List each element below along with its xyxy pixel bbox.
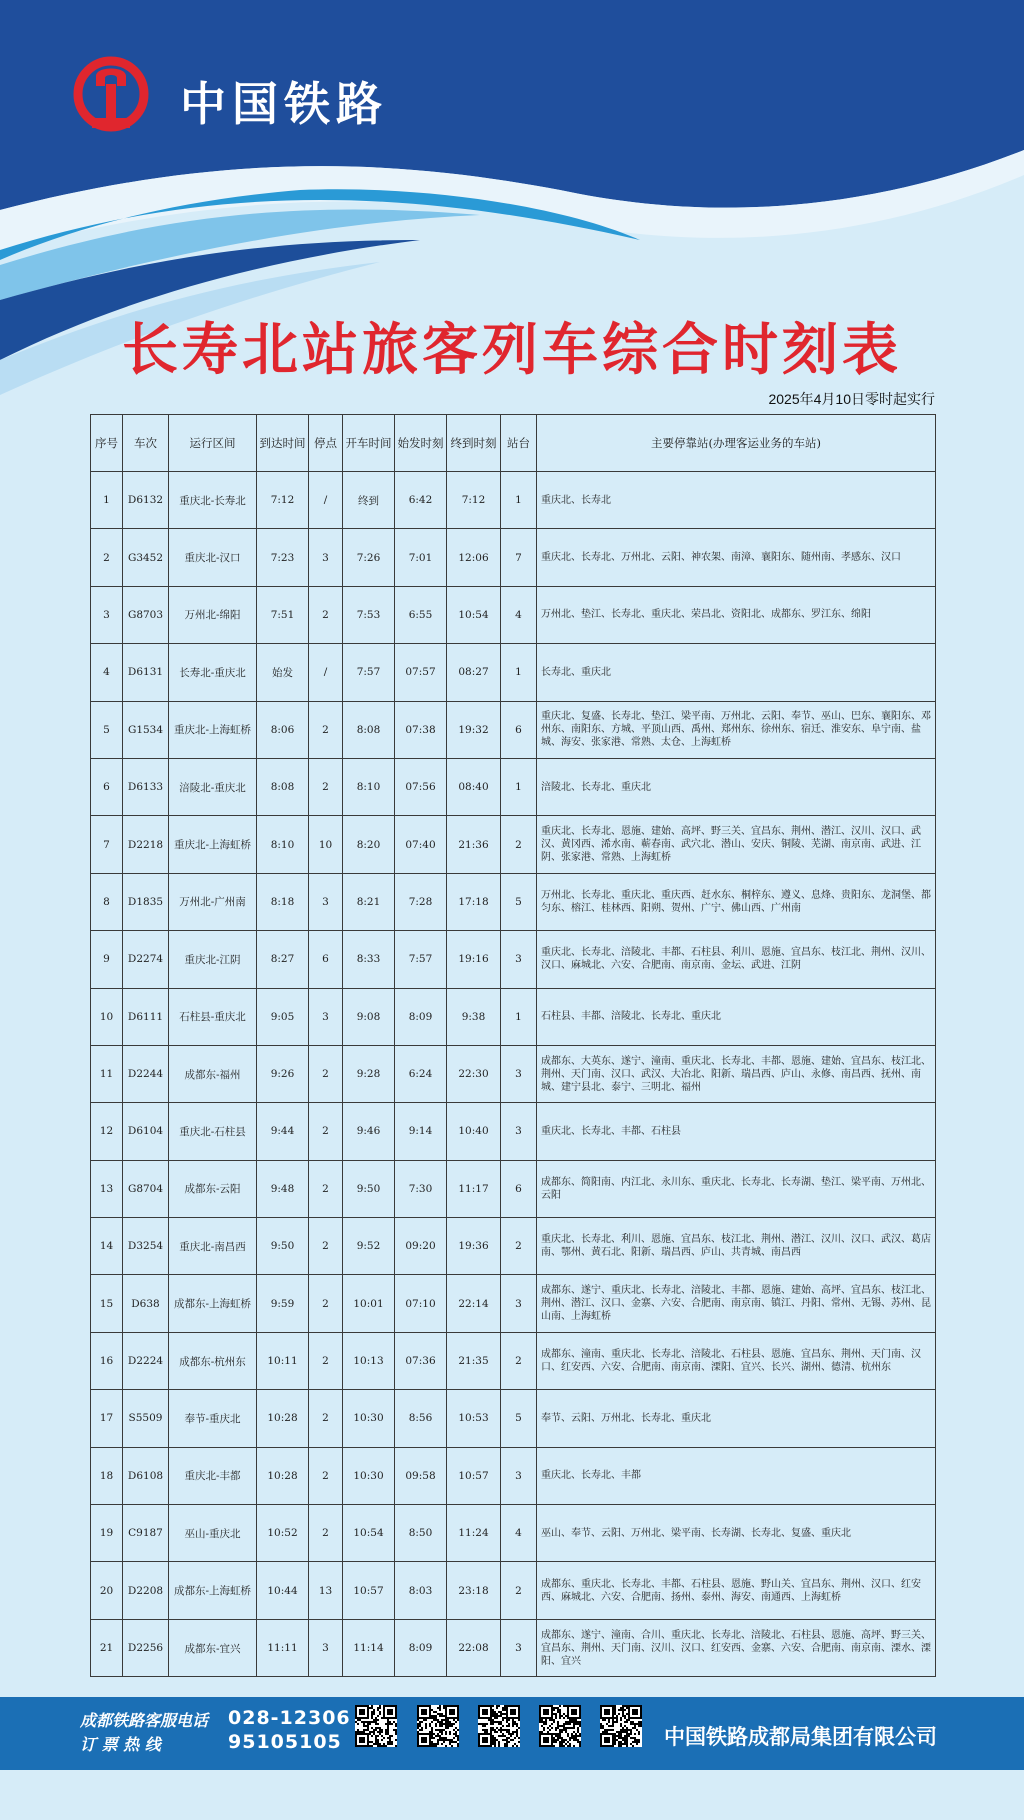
stops-cell: 重庆北、长寿北、丰都 [537,1447,936,1504]
arrival-time-cell: 11:11 [257,1619,309,1676]
arrival-time-cell: 7:23 [257,529,309,586]
train-number-cell: D2224 [123,1332,169,1389]
stop-duration-cell: 2 [309,1218,343,1275]
stops-cell: 万州北、长寿北、重庆北、重庆西、赶水东、桐梓东、遵义、息烽、贵阳东、龙洞堡、都匀东、榕江、桂林西、阳朔、贺州、广宁、佛山西、广州南 [537,873,936,930]
train-number-cell: G8704 [123,1160,169,1217]
departure-time-cell: 8:33 [343,931,395,988]
stops-cell: 重庆北、长寿北、涪陵北、丰都、石柱县、利川、恩施、宜昌东、枝江北、荆州、汉川、汉口、麻城北、六安、合肥南、南京南、金坛、武进、江阴 [537,931,936,988]
row-index-cell: 13 [91,1160,123,1217]
platform-cell: 2 [501,816,537,873]
train-number-cell: D1835 [123,873,169,930]
row-index-cell: 20 [91,1562,123,1619]
stop-duration-cell: 13 [309,1562,343,1619]
route-cell: 成都东-上海虹桥 [169,1562,257,1619]
row-index-cell: 16 [91,1332,123,1389]
row-index-cell: 6 [91,758,123,815]
table-row [91,1332,936,1389]
terminal-time-cell: 21:36 [447,816,501,873]
route-cell: 万州北-广州南 [169,873,257,930]
platform-cell: 4 [501,586,537,643]
platform-cell: 6 [501,1160,537,1217]
arrival-time-cell: 9:48 [257,1160,309,1217]
train-number-cell: D2208 [123,1562,169,1619]
terminal-time-cell: 7:12 [447,472,501,529]
origin-time-cell: 7:57 [395,931,447,988]
platform-cell: 2 [501,1562,537,1619]
terminal-time-cell: 12:06 [447,529,501,586]
qr-code-icon [417,1705,459,1747]
terminal-time-cell: 19:32 [447,701,501,758]
route-cell: 重庆北-汉口 [169,529,257,586]
stops-cell: 成都东、遂宁、潼南、合川、重庆北、长寿北、涪陵北、石柱县、恩施、高坪、野三关、宜昌东、荆州、天门南、汉川、汉口、红安西、金寨、六安、合肥南、南京南、溧水、溧阳、宜兴 [537,1619,936,1676]
origin-time-cell: 6:55 [395,586,447,643]
route-cell: 成都东-杭州东 [169,1332,257,1389]
qr-code-icon [539,1705,581,1747]
departure-time-cell: 8:20 [343,816,395,873]
route-cell: 长寿北-重庆北 [169,644,257,701]
train-number-cell: D638 [123,1275,169,1332]
stops-cell: 长寿北、重庆北 [537,644,936,701]
stops-cell: 巫山、奉节、云阳、万州北、梁平南、长寿湖、长寿北、复盛、重庆北 [537,1505,936,1562]
service-phone-number: 028-12306 [228,1707,351,1729]
origin-time-cell: 07:38 [395,701,447,758]
route-cell: 重庆北-南昌西 [169,1218,257,1275]
origin-time-cell: 07:36 [395,1332,447,1389]
stops-cell: 重庆北、复盛、长寿北、垫江、梁平南、万州北、云阳、奉节、巫山、巴东、襄阳东、邓州东、南阳东、方城、平顶山西、禹州、郑州东、徐州东、宿迁、淮安东、阜宁南、盐城、海安、张家港、常熟、太仓、上海虹桥 [537,701,936,758]
row-index-cell: 18 [91,1447,123,1504]
origin-time-cell: 7:28 [395,873,447,930]
col-header-terminal-time: 终到时刻 [447,415,501,472]
departure-time-cell: 9:28 [343,1045,395,1102]
platform-cell: 1 [501,472,537,529]
train-number-cell: D3254 [123,1218,169,1275]
departure-time-cell: 10:13 [343,1332,395,1389]
route-cell: 万州北-绵阳 [169,586,257,643]
qr-code-icon [478,1705,520,1747]
table-row [91,1045,936,1102]
stop-duration-cell: 2 [309,1332,343,1389]
route-cell: 奉节-重庆北 [169,1390,257,1447]
departure-time-cell: 7:53 [343,586,395,643]
table-row [91,1218,936,1275]
departure-time-cell: 9:46 [343,1103,395,1160]
origin-time-cell: 8:09 [395,988,447,1045]
arrival-time-cell: 8:18 [257,873,309,930]
row-index-cell: 5 [91,701,123,758]
table-row [91,873,936,930]
col-header-arrival: 到达时间 [257,415,309,472]
arrival-time-cell: 10:52 [257,1505,309,1562]
row-index-cell: 10 [91,988,123,1045]
stops-cell: 成都东、重庆北、长寿北、丰都、石柱县、恩施、野山关、宜昌东、荆州、汉口、红安西、麻城北、六安、合肥南、扬州、泰州、海安、南通西、上海虹桥 [537,1562,936,1619]
col-header-origin-time: 始发时刻 [395,415,447,472]
route-cell: 重庆北-江阴 [169,931,257,988]
table-row [91,529,936,586]
stop-duration-cell: 2 [309,1045,343,1102]
stop-duration-cell: 3 [309,988,343,1045]
col-header-index: 序号 [91,415,123,472]
booking-hotline-number: 95105105 [228,1731,342,1753]
departure-time-cell: 9:50 [343,1160,395,1217]
terminal-time-cell: 11:17 [447,1160,501,1217]
row-index-cell: 11 [91,1045,123,1102]
stop-duration-cell: / [309,644,343,701]
col-header-departure: 开车时间 [343,415,395,472]
table-row [91,1562,936,1619]
row-index-cell: 12 [91,1103,123,1160]
arrival-time-cell: 7:12 [257,472,309,529]
train-number-cell: D6111 [123,988,169,1045]
origin-time-cell: 7:30 [395,1160,447,1217]
stops-cell: 石柱县、丰都、涪陵北、长寿北、重庆北 [537,988,936,1045]
route-cell: 巫山-重庆北 [169,1505,257,1562]
stop-duration-cell: 2 [309,1505,343,1562]
table-row [91,586,936,643]
departure-time-cell: 终到 [343,472,395,529]
departure-time-cell: 8:08 [343,701,395,758]
departure-time-cell: 11:14 [343,1619,395,1676]
origin-time-cell: 07:10 [395,1275,447,1332]
platform-cell: 5 [501,873,537,930]
terminal-time-cell: 9:38 [447,988,501,1045]
departure-time-cell: 9:08 [343,988,395,1045]
table-row [91,701,936,758]
row-index-cell: 19 [91,1505,123,1562]
platform-cell: 5 [501,1390,537,1447]
platform-cell: 3 [501,1619,537,1676]
stop-duration-cell: 2 [309,1275,343,1332]
platform-cell: 1 [501,988,537,1045]
origin-time-cell: 09:58 [395,1447,447,1504]
arrival-time-cell: 9:50 [257,1218,309,1275]
timetable-body [91,472,936,1677]
effective-date: 2025年4月10日零时起实行 [768,391,935,407]
origin-time-cell: 07:40 [395,816,447,873]
terminal-time-cell: 08:27 [447,644,501,701]
qr-code-icon [355,1705,397,1747]
stop-duration-cell: 3 [309,529,343,586]
origin-time-cell: 9:14 [395,1103,447,1160]
platform-cell: 3 [501,931,537,988]
train-number-cell: C9187 [123,1505,169,1562]
company-name: 中国铁路成都局集团有限公司 [664,1725,937,1749]
terminal-time-cell: 08:40 [447,758,501,815]
stops-cell: 重庆北、长寿北、丰都、石柱县 [537,1103,936,1160]
route-cell: 成都东-上海虹桥 [169,1275,257,1332]
origin-time-cell: 8:09 [395,1619,447,1676]
table-row [91,758,936,815]
table-header-row [91,415,936,472]
platform-cell: 1 [501,644,537,701]
departure-time-cell: 10:30 [343,1390,395,1447]
arrival-time-cell: 10:44 [257,1562,309,1619]
stops-cell: 重庆北、长寿北、恩施、建始、高坪、野三关、宜昌东、荆州、潜江、汉川、汉口、武汉、黄冈西、浠水南、蕲春南、武穴北、潜山、安庆、铜陵、芜湖、南京南、武进、江阴、张家港、常熟、上海虹桥 [537,816,936,873]
row-index-cell: 3 [91,586,123,643]
train-number-cell: D2218 [123,816,169,873]
table-row [91,1160,936,1217]
train-number-cell: D6108 [123,1447,169,1504]
route-cell: 重庆北-上海虹桥 [169,816,257,873]
table-row [91,988,936,1045]
stop-duration-cell: 3 [309,873,343,930]
row-index-cell: 2 [91,529,123,586]
timetable [90,414,936,1677]
row-index-cell: 21 [91,1619,123,1676]
stops-cell: 奉节、云阳、万州北、长寿北、重庆北 [537,1390,936,1447]
train-number-cell: D6104 [123,1103,169,1160]
brand-name: 中国铁路 [180,77,388,131]
booking-hotline-label: 订 票 热 线 [80,1735,161,1754]
table-row [91,1619,936,1676]
qr-code-icon [600,1705,642,1747]
stop-duration-cell: 2 [309,701,343,758]
terminal-time-cell: 19:16 [447,931,501,988]
departure-time-cell: 8:10 [343,758,395,815]
stop-duration-cell: 6 [309,931,343,988]
stops-cell: 万州北、垫江、长寿北、重庆北、荣昌北、资阳北、成都东、罗江东、绵阳 [537,586,936,643]
stops-cell: 成都东、遂宁、重庆北、长寿北、涪陵北、丰都、恩施、建始、高坪、宜昌东、枝江北、荆州、潜江、汉口、金寨、六安、合肥南、南京南、镇江、丹阳、常州、无锡、苏州、昆山南、上海虹桥 [537,1275,936,1332]
arrival-time-cell: 9:44 [257,1103,309,1160]
platform-cell: 4 [501,1505,537,1562]
row-index-cell: 15 [91,1275,123,1332]
terminal-time-cell: 10:57 [447,1447,501,1504]
row-index-cell: 8 [91,873,123,930]
table-row [91,472,936,529]
footer [0,1697,1024,1770]
route-cell: 成都东-福州 [169,1045,257,1102]
col-header-train: 车次 [123,415,169,472]
terminal-time-cell: 10:40 [447,1103,501,1160]
row-index-cell: 4 [91,644,123,701]
terminal-time-cell: 23:18 [447,1562,501,1619]
route-cell: 石柱县-重庆北 [169,988,257,1045]
origin-time-cell: 7:01 [395,529,447,586]
col-header-stops: 主要停靠站(办理客运业务的车站) [537,415,936,472]
hotline-numbers [228,1706,351,1754]
col-header-stop: 停点 [309,415,343,472]
terminal-time-cell: 10:54 [447,586,501,643]
platform-cell: 2 [501,1218,537,1275]
train-number-cell: D6132 [123,472,169,529]
departure-time-cell: 8:21 [343,873,395,930]
route-cell: 重庆北-上海虹桥 [169,701,257,758]
train-number-cell: G8703 [123,586,169,643]
route-cell: 成都东-宜兴 [169,1619,257,1676]
train-number-cell: D2274 [123,931,169,988]
table-row [91,1275,936,1332]
stop-duration-cell: 2 [309,1103,343,1160]
train-number-cell: D2244 [123,1045,169,1102]
terminal-time-cell: 19:36 [447,1218,501,1275]
terminal-time-cell: 22:14 [447,1275,501,1332]
row-index-cell: 1 [91,472,123,529]
platform-cell: 3 [501,1103,537,1160]
stop-duration-cell: 2 [309,1447,343,1504]
table-row [91,644,936,701]
terminal-time-cell: 21:35 [447,1332,501,1389]
stop-duration-cell: 2 [309,1390,343,1447]
arrival-time-cell: 8:08 [257,758,309,815]
stops-cell: 涪陵北、长寿北、重庆北 [537,758,936,815]
table-row [91,1390,936,1447]
arrival-time-cell: 10:11 [257,1332,309,1389]
origin-time-cell: 07:57 [395,644,447,701]
arrival-time-cell: 9:59 [257,1275,309,1332]
route-cell: 涪陵北-重庆北 [169,758,257,815]
col-header-route: 运行区间 [169,415,257,472]
origin-time-cell: 6:42 [395,472,447,529]
stops-cell: 重庆北、长寿北 [537,472,936,529]
stop-duration-cell: 10 [309,816,343,873]
arrival-time-cell: 10:28 [257,1447,309,1504]
departure-time-cell: 9:52 [343,1218,395,1275]
arrival-time-cell: 8:06 [257,701,309,758]
arrival-time-cell: 7:51 [257,586,309,643]
terminal-time-cell: 17:18 [447,873,501,930]
train-number-cell: G3452 [123,529,169,586]
origin-time-cell: 8:50 [395,1505,447,1562]
railway-logo-icon [72,56,150,140]
terminal-time-cell: 11:24 [447,1505,501,1562]
train-number-cell: S5509 [123,1390,169,1447]
origin-time-cell: 8:03 [395,1562,447,1619]
row-index-cell: 7 [91,816,123,873]
route-cell: 重庆北-石柱县 [169,1103,257,1160]
origin-time-cell: 09:20 [395,1218,447,1275]
platform-cell: 1 [501,758,537,815]
stop-duration-cell: 2 [309,1160,343,1217]
origin-time-cell: 6:24 [395,1045,447,1102]
stops-cell: 成都东、大英东、遂宁、潼南、重庆北、长寿北、丰都、恩施、建始、宜昌东、枝江北、荆州、天门南、汉口、武汉、大冶北、阳新、瑞昌西、庐山、永修、南昌西、抚州、南城、建宁县北、泰宁、三明北、福州 [537,1045,936,1102]
arrival-time-cell: 9:05 [257,988,309,1045]
platform-cell: 7 [501,529,537,586]
row-index-cell: 9 [91,931,123,988]
hotline-labels [80,1709,208,1757]
departure-time-cell: 7:57 [343,644,395,701]
stops-cell: 成都东、潼南、重庆北、长寿北、涪陵北、石柱县、恩施、宜昌东、荆州、天门南、汉口、红安西、六安、合肥南、南京南、溧阳、宜兴、长兴、湖州、德清、杭州东 [537,1332,936,1389]
service-phone-label: 成都铁路客服电话 [80,1711,209,1730]
train-number-cell: D6133 [123,758,169,815]
origin-time-cell: 8:56 [395,1390,447,1447]
origin-time-cell: 07:56 [395,758,447,815]
arrival-time-cell: 8:27 [257,931,309,988]
stop-duration-cell: 2 [309,758,343,815]
train-number-cell: G1534 [123,701,169,758]
departure-time-cell: 10:57 [343,1562,395,1619]
train-number-cell: D6131 [123,644,169,701]
platform-cell: 3 [501,1275,537,1332]
platform-cell: 3 [501,1447,537,1504]
route-cell: 成都东-云阳 [169,1160,257,1217]
platform-cell: 6 [501,701,537,758]
row-index-cell: 17 [91,1390,123,1447]
terminal-time-cell: 10:53 [447,1390,501,1447]
terminal-time-cell: 22:30 [447,1045,501,1102]
departure-time-cell: 7:26 [343,529,395,586]
stop-duration-cell: 2 [309,586,343,643]
train-number-cell: D2256 [123,1619,169,1676]
departure-time-cell: 10:01 [343,1275,395,1332]
stops-cell: 重庆北、长寿北、万州北、云阳、神农架、南漳、襄阳东、随州南、孝感东、汉口 [537,529,936,586]
table-row [91,931,936,988]
arrival-time-cell: 9:26 [257,1045,309,1102]
page-title: 长寿北站旅客列车综合时刻表 [122,318,902,383]
route-cell: 重庆北-丰都 [169,1447,257,1504]
route-cell: 重庆北-长寿北 [169,472,257,529]
table-row [91,816,936,873]
stop-duration-cell: 3 [309,1619,343,1676]
terminal-time-cell: 22:08 [447,1619,501,1676]
stops-cell: 重庆北、长寿北、利川、恩施、宜昌东、枝江北、荆州、潜江、汉川、汉口、武汉、葛店南、鄂州、黄石北、阳新、瑞昌西、庐山、共青城、南昌西 [537,1218,936,1275]
arrival-time-cell: 始发 [257,644,309,701]
platform-cell: 3 [501,1045,537,1102]
platform-cell: 2 [501,1332,537,1389]
arrival-time-cell: 10:28 [257,1390,309,1447]
stop-duration-cell: / [309,472,343,529]
table-row [91,1447,936,1504]
arrival-time-cell: 8:10 [257,816,309,873]
table-row [91,1103,936,1160]
col-header-platform: 站台 [501,415,537,472]
departure-time-cell: 10:54 [343,1505,395,1562]
row-index-cell: 14 [91,1218,123,1275]
departure-time-cell: 10:30 [343,1447,395,1504]
table-row [91,1505,936,1562]
stops-cell: 成都东、简阳南、内江北、永川东、重庆北、长寿北、长寿湖、垫江、梁平南、万州北、云阳 [537,1160,936,1217]
